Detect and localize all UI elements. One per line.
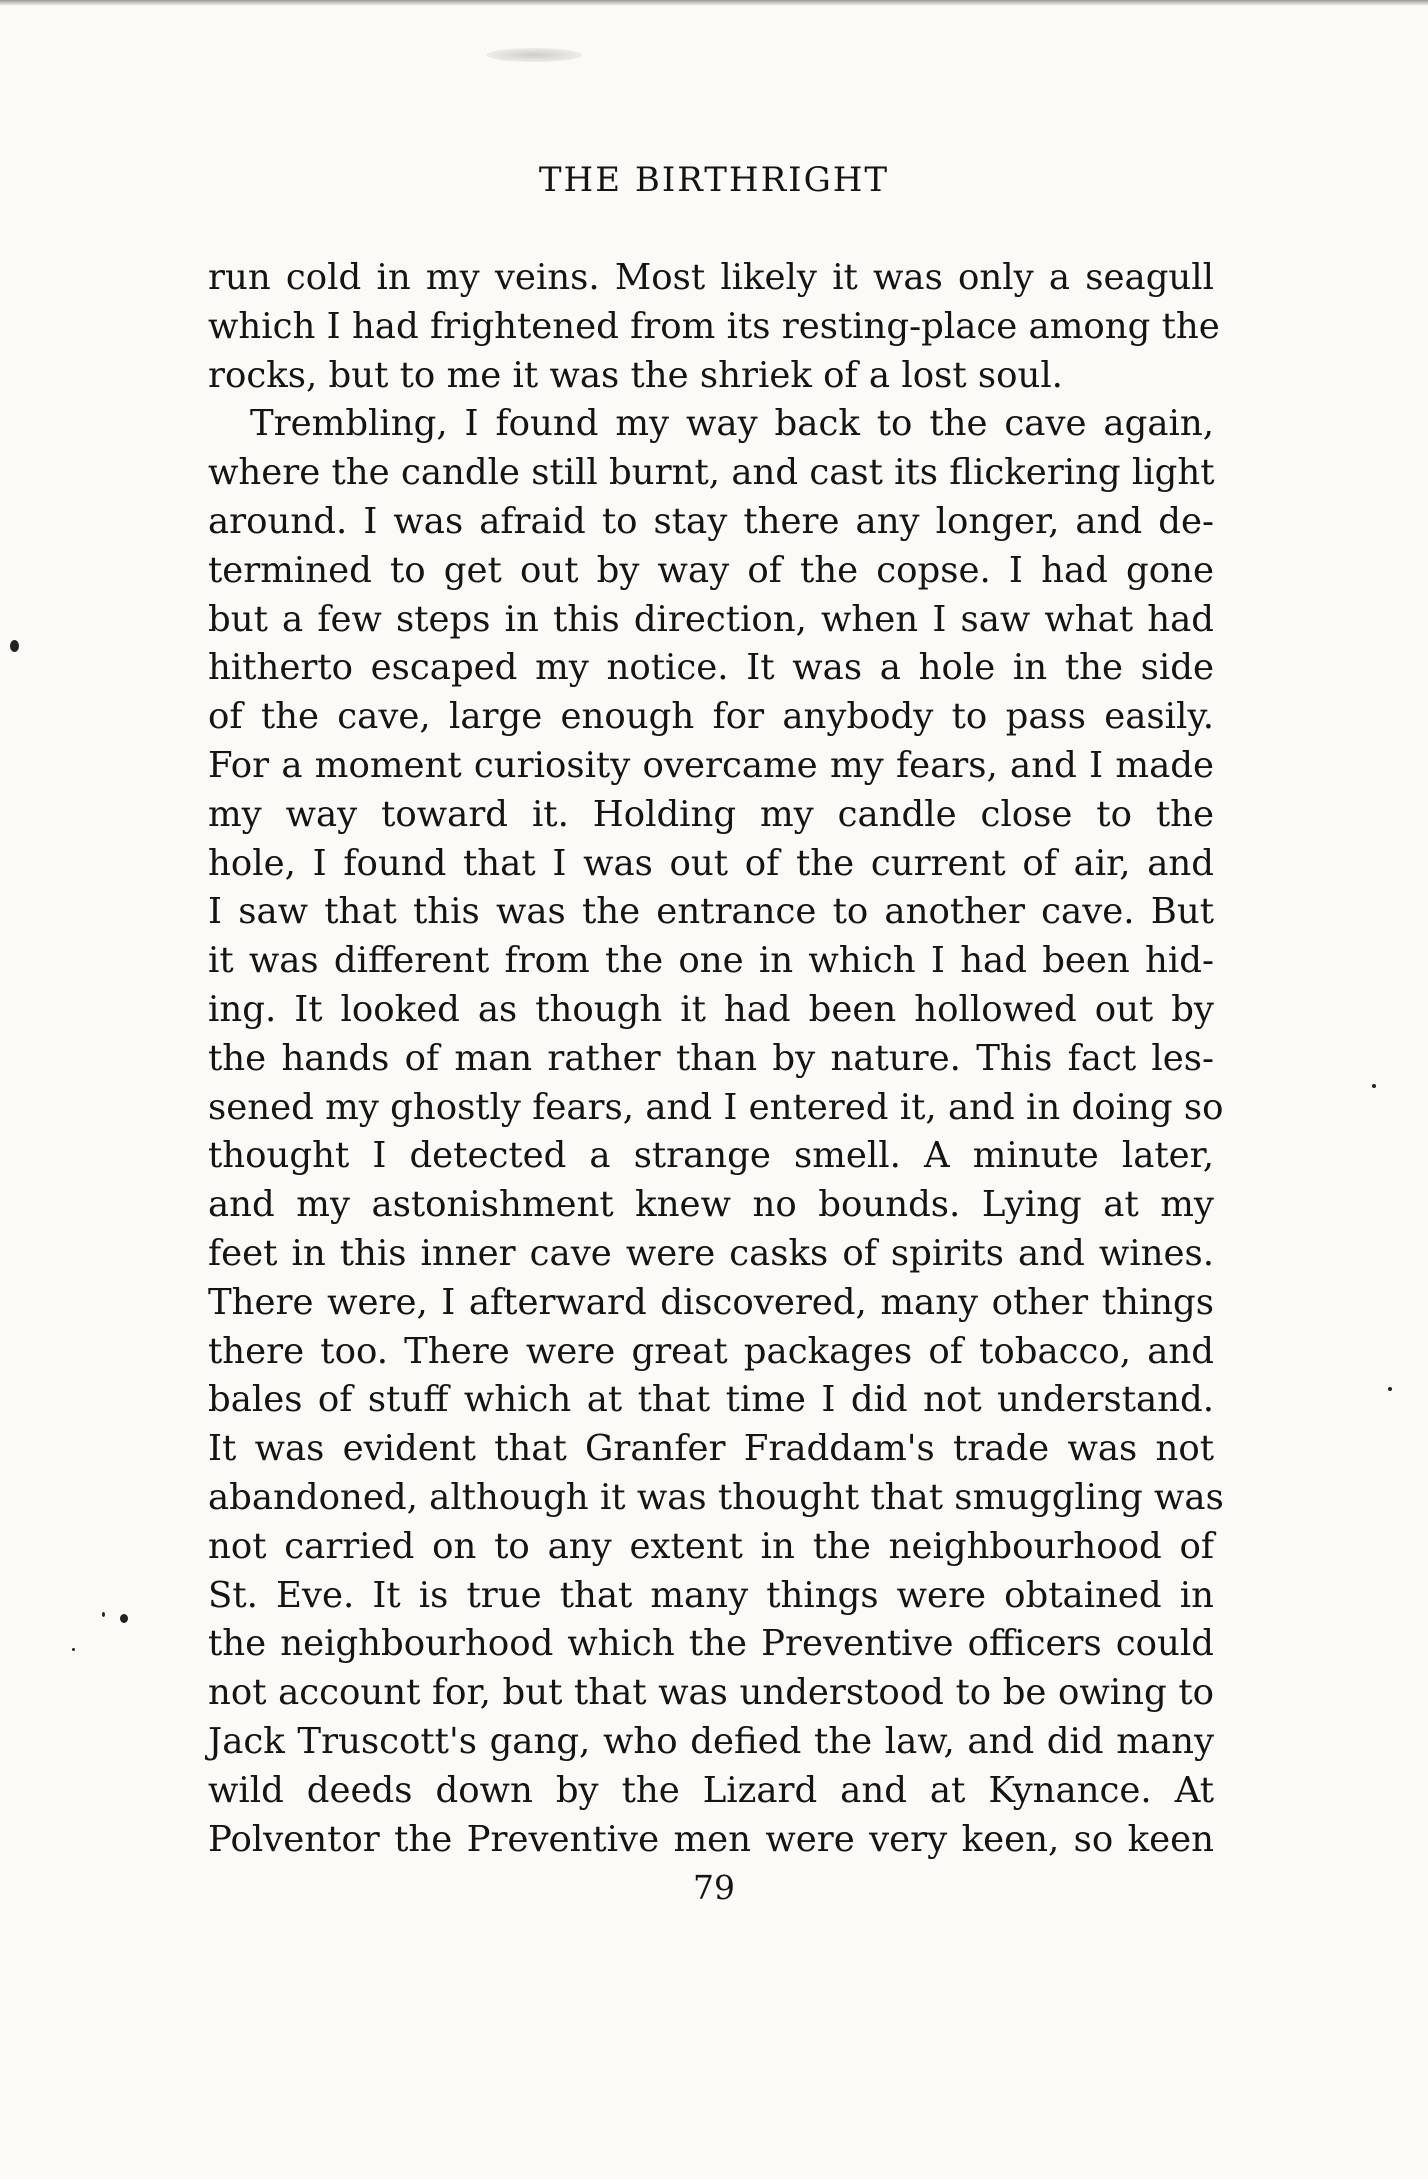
- text-line: but a few steps in this direction, when I saw what had: [208, 598, 1214, 640]
- text-line: sened my ghostly fears, and I entered it, and in doing so: [208, 1086, 1224, 1128]
- text-line: abandoned, although it was thought that smuggling was: [208, 1476, 1224, 1518]
- text-line: wild deeds down by the Lizard and at Kynance. At: [208, 1769, 1214, 1811]
- text-line: the neighbourhood which the Preventive officers could: [208, 1623, 1214, 1665]
- text-line: around. I was afraid to stay there any longer, and de-: [208, 500, 1214, 542]
- text-line: Jack Truscott's gang, who defied the law, and did many: [208, 1720, 1214, 1762]
- text-line: bales of stuff which at that time I did not understand.: [208, 1379, 1214, 1421]
- text-line: Trembling, I found my way back to the cave again,: [250, 403, 1214, 445]
- ink-speck: [102, 1612, 105, 1617]
- text-line: not carried on to any extent in the neighbourhood of: [208, 1525, 1214, 1567]
- text-line: the hands of man rather than by nature. This fact les-: [208, 1037, 1214, 1079]
- ink-speck: [1372, 1084, 1376, 1088]
- text-line: of the cave, large enough for anybody to pass easily.: [208, 696, 1214, 738]
- text-line: which I had frightened from its resting-place among the: [208, 305, 1220, 347]
- ink-smudge: [486, 48, 582, 62]
- page-top-edge: [0, 0, 1428, 6]
- running-head: THE BIRTHRIGHT: [538, 160, 890, 200]
- page-number: 79: [693, 1868, 735, 1907]
- text-line: hitherto escaped my notice. It was a hole in the side: [208, 647, 1214, 689]
- text-line: termined to get out by way of the copse. I had gone: [208, 549, 1214, 591]
- text-line: Polventor the Preventive men were very keen, so keen: [208, 1818, 1214, 1860]
- text-line: and my astonishment knew no bounds. Lying at my: [208, 1184, 1214, 1226]
- text-line: I saw that this was the entrance to another cave. But: [208, 891, 1214, 933]
- text-line: where the candle still burnt, and cast its flickering light: [208, 452, 1215, 494]
- ink-speck: [10, 640, 19, 652]
- text-line: St. Eve. It is true that many things were obtained in: [208, 1574, 1214, 1616]
- ink-speck: [72, 1648, 75, 1651]
- text-line: thought I detected a strange smell. A minute later,: [208, 1135, 1214, 1177]
- text-line: it was different from the one in which I had been hid-: [208, 940, 1214, 982]
- text-line: not account for, but that was understood to be owing to: [208, 1672, 1214, 1714]
- text-line: There were, I afterward discovered, many other things: [208, 1281, 1214, 1323]
- text-line: hole, I found that I was out of the current of air, and: [208, 842, 1214, 884]
- text-line: run cold in my veins. Most likely it was only a seagull: [208, 257, 1214, 298]
- ink-speck: [1388, 1387, 1392, 1391]
- text-line: feet in this inner cave were casks of spirits and wines.: [208, 1232, 1214, 1274]
- body-text: [208, 254, 1224, 1864]
- ink-speck: [120, 1614, 128, 1623]
- text-line: For a moment curiosity overcame my fears, and I made: [208, 744, 1214, 786]
- text-line: my way toward it. Holding my candle close to the: [208, 793, 1214, 835]
- text-line: rocks, but to me it was the shriek of a lost soul.: [208, 354, 1063, 396]
- text-line: there too. There were great packages of tobacco, and: [208, 1330, 1214, 1372]
- text-line: It was evident that Granfer Fraddam's trade was not: [208, 1428, 1214, 1470]
- text-line: ing. It looked as though it had been hollowed out by: [208, 988, 1214, 1030]
